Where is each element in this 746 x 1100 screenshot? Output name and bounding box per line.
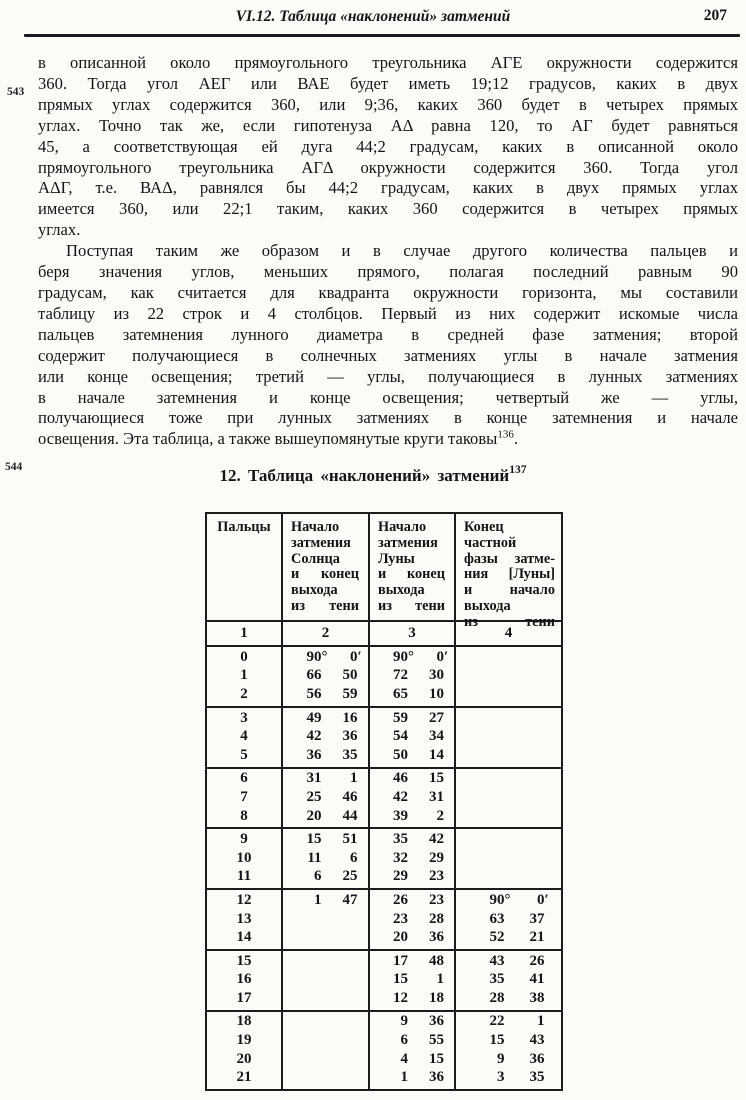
column-header [207,514,281,620]
minutes-value: 36 [429,1069,444,1086]
minutes-value: 27 [429,709,444,726]
degrees-value: 1 [314,891,322,908]
sun-eclipse-angle-cell [283,850,368,867]
sun-eclipse-angle-cell [283,770,368,787]
column-header-line: выхода [378,582,425,599]
footnote-ref: 136 [497,428,514,441]
minutes-value: 41 [529,971,545,988]
degrees-value: 90° [393,648,414,665]
text-line: 45, а соответствующая ей дуга 44;2 градусам, каких в описанной около [38,136,738,156]
minutes-value: 25 [342,868,358,885]
table-row [207,971,561,990]
column-header-line: и конец [378,566,445,583]
degrees-value: 6 [400,1032,408,1049]
degrees-value: 23 [393,910,408,927]
moon-partial-phase-angle-cell [456,911,561,928]
minutes-value: 14 [429,746,444,763]
degrees-value: 11 [307,849,322,866]
column-header-line: фазы затме- [464,550,555,567]
minutes-value: 50 [342,667,358,684]
moon-eclipse-start-angle-cell [370,892,454,909]
minutes-value: 15 [429,770,444,787]
sun-eclipse-angle-cell [283,667,368,684]
running-head-title: VI.12. Таблица «наклонений» затмений [235,8,511,25]
table-row [207,868,561,887]
minutes-value: 21 [529,929,545,946]
moon-eclipse-start-angle-cell [370,686,454,703]
minutes-value: 18 [429,989,444,1006]
column-header [370,514,454,620]
table-row [207,1013,561,1032]
minutes-value: 46 [342,788,358,805]
table-row-group [207,767,561,828]
table-row-group [207,888,561,949]
degrees-value: 29 [393,868,408,885]
table-vertical-rule [368,514,370,1089]
degrees-value: 6 [314,868,322,885]
text-line: Поступая таким же образом и в случае другого количества пальцев и [66,241,738,261]
table-row-group [207,1010,561,1089]
table-row [207,849,561,868]
text-line: пальцев затемнения лунного диаметра в средней фазе затмения; второй [38,324,738,344]
minutes-value: 44 [342,807,358,824]
minutes-value: 23 [429,891,444,908]
column-header-line: из тени [291,597,359,614]
column-header-line: частной [464,534,517,551]
minutes-value: 34 [429,728,444,745]
degrees-value: 66 [306,667,322,684]
digits-cell: 6 [240,770,248,787]
column-header-line: и конец [291,566,359,583]
text-line: прямоугольного треугольника АГΔ окружности содержится 360. Тогда угол [38,157,738,177]
sun-eclipse-angle-cell [283,710,368,727]
moon-eclipse-start-angle-cell [370,850,454,867]
table-header-row [207,514,561,630]
digits-cell: 15 [236,952,252,969]
minutes-value: 0′ [350,648,362,665]
minutes-value: 35 [342,746,358,763]
minutes-value: 1 [350,770,358,787]
degrees-value: 56 [306,685,322,702]
degrees-value: 50 [393,746,408,763]
moon-eclipse-start-angle-cell [370,649,454,666]
text-line: получающиеся тоже при лунных затмениях в конце затемнения и начале [38,408,738,428]
text-line: углах. [38,220,81,240]
degrees-value: 63 [489,910,505,927]
digits-cell: 16 [236,971,252,988]
digits-cell: 18 [236,1013,252,1030]
table-vertical-rule [281,514,283,1089]
column-number: 1 [240,625,248,641]
table-row [207,928,561,947]
text-line: градусам, как считается для квадранта окружности горизонта, мы составили [38,282,738,302]
table-vertical-rule [454,514,456,1089]
digits-cell: 20 [236,1050,252,1067]
moon-eclipse-start-angle-cell [370,953,454,970]
minutes-value: 30 [429,667,444,684]
degrees-value: 31 [306,770,322,787]
text-line: АΔГ, т.е. ВАΔ, равнялся бы 44;2 градусам, каких в двух прямых углах [38,178,738,198]
minutes-value: 37 [529,910,545,927]
digits-cell: 7 [240,788,248,805]
column-header-line: Солнца [291,550,340,567]
sun-eclipse-angle-cell [283,892,368,909]
minutes-value: 47 [342,891,358,908]
degrees-value: 9 [400,1013,408,1030]
degrees-value: 32 [393,849,408,866]
degrees-value: 15 [489,1032,505,1049]
column-number: 3 [408,625,416,641]
degrees-value: 46 [393,770,408,787]
moon-eclipse-start-angle-cell [370,770,454,787]
degrees-value: 42 [393,788,408,805]
text-line: в начале затемнения и конце освещения; четвертый же — углы, [38,387,738,407]
minutes-value: 38 [529,989,545,1006]
degrees-value: 72 [393,667,408,684]
sun-eclipse-angle-cell [283,868,368,885]
text-line: углах. Точно так же, если гипотенуза АΔ равна 120, то АГ будет равняться [38,115,738,135]
column-header-line: и начало [464,582,555,599]
degrees-value: 35 [489,971,505,988]
table-column-number-row [207,622,561,647]
column-number: 2 [321,625,330,641]
minutes-value: 23 [429,868,444,885]
table-row-group [207,949,561,1010]
minutes-value: 36 [342,728,358,745]
column-header-line: ния [Луны] [464,566,555,583]
digits-cell: 17 [236,989,252,1006]
digits-cell: 13 [236,910,252,927]
moon-partial-phase-angle-cell [456,929,561,946]
text-line: содержит получающиеся в солнечных затмениях углы в начале затмения [38,345,738,365]
text-line: 360. Тогда угол АЕГ или ВАЕ будет иметь 19;12 градусов, каких в двух [38,73,738,93]
text-line: в описанной около прямоугольного треугольника АГЕ окружности содержится [38,53,738,72]
sun-eclipse-angle-cell [283,747,368,764]
minutes-value: 0′ [436,648,449,665]
degrees-value: 9 [497,1050,505,1067]
table-row [207,709,561,728]
moon-eclipse-start-angle-cell [370,789,454,806]
moon-eclipse-start-angle-cell [370,929,454,946]
moon-eclipse-start-angle-cell [370,728,454,745]
table-row [207,788,561,807]
column-header-line: выхода [291,582,338,599]
column-header-line: затмения [378,534,438,551]
eclipse-inclination-table [205,512,563,1091]
table-row [207,648,561,667]
moon-eclipse-start-angle-cell [370,1051,454,1068]
table-row [207,910,561,929]
degrees-value: 25 [306,788,322,805]
moon-eclipse-start-angle-cell [370,1013,454,1030]
minutes-value: 2 [436,807,444,824]
text-line: или конце освещения; третий — углы, получающиеся в лунных затмениях [38,366,738,386]
minutes-value: 43 [529,1032,545,1049]
moon-eclipse-start-angle-cell [370,1032,454,1049]
digits-cell: 3 [240,709,248,726]
digits-cell: 12 [236,891,252,908]
digits-cell: 4 [240,728,248,745]
minutes-value: 16 [342,709,358,726]
table-row [207,1050,561,1069]
table-body [207,647,561,1089]
minutes-value: 36 [529,1050,545,1067]
moon-partial-phase-angle-cell [456,1051,561,1068]
minutes-value: 10 [429,685,444,702]
header-rule [24,34,740,37]
table-row [207,1031,561,1050]
text-line: таблицу из 22 строк и 4 столбцов. Первый из них содержит искомые числа [38,303,738,323]
degrees-value: 1 [400,1069,408,1086]
column-header-line: Луны [378,550,415,567]
table-row [207,667,561,686]
degrees-value: 20 [306,807,322,824]
degrees-value: 42 [306,728,322,745]
column-header-line: из тени [378,597,445,614]
degrees-value: 90° [306,648,328,665]
margin-note-544: 544 [5,461,23,473]
paragraph [38,53,738,241]
minutes-value: 36 [429,1013,444,1030]
body-text [38,53,738,450]
digits-cell: 5 [240,746,248,763]
minutes-value: 0′ [537,891,549,908]
moon-partial-phase-angle-cell [456,1013,561,1030]
digits-cell: 14 [236,929,252,946]
sun-eclipse-angle-cell [283,808,368,825]
minutes-value: 59 [342,685,358,702]
moon-eclipse-start-angle-cell [370,911,454,928]
degrees-value: 3 [497,1069,505,1086]
minutes-value: 48 [429,952,444,969]
degrees-value: 65 [393,685,408,702]
moon-eclipse-start-angle-cell [370,831,454,848]
minutes-value: 6 [350,849,358,866]
sun-eclipse-angle-cell [283,728,368,745]
column-header-line: Начало [378,519,427,535]
table-row [207,952,561,971]
degrees-value: 90° [489,891,511,908]
table-row-group [207,706,561,767]
table-row [207,830,561,849]
degrees-value: 35 [393,831,408,848]
moon-eclipse-start-angle-cell [370,667,454,684]
moon-eclipse-start-angle-cell [370,990,454,1007]
degrees-value: 54 [393,728,408,745]
table-row [207,746,561,765]
moon-partial-phase-angle-cell [456,892,561,909]
degrees-value: 59 [393,709,408,726]
digits-cell: 2 [240,685,248,702]
text-line: беря значения углов, меньших прямого, полагая последний равным 90 [38,262,738,282]
minutes-value: 29 [429,849,444,866]
minutes-value: 1 [436,971,444,988]
degrees-value: 15 [393,971,408,988]
degrees-value: 43 [489,952,505,969]
moon-partial-phase-angle-cell [456,1032,561,1049]
moon-partial-phase-angle-cell [456,953,561,970]
minutes-value: 15 [429,1050,444,1067]
table-row [207,989,561,1008]
degrees-value: 52 [489,929,505,946]
moon-partial-phase-angle-cell [456,1069,561,1086]
column-header [283,514,368,620]
degrees-value: 49 [306,709,322,726]
digits-cell: 0 [240,648,248,665]
table-heading-footnote-ref: 137 [509,464,527,477]
degrees-value: 20 [393,929,408,946]
column-header-line: выхода [464,597,511,614]
column-number: 4 [504,625,513,641]
digits-cell: 10 [236,849,252,866]
minutes-value: 1 [537,1013,545,1030]
degrees-value: 12 [393,989,408,1006]
sun-eclipse-angle-cell [283,686,368,703]
minutes-value: 36 [429,929,444,946]
table-row [207,807,561,826]
minutes-value: 26 [529,952,545,969]
table-row [207,685,561,704]
moon-eclipse-start-angle-cell [370,1069,454,1086]
column-header-line: Начало [291,519,340,535]
minutes-value: 35 [529,1069,545,1086]
degrees-value: 4 [400,1050,408,1067]
moon-eclipse-start-angle-cell [370,808,454,825]
page-number: 207 [703,7,727,24]
moon-eclipse-start-angle-cell [370,868,454,885]
margin-note-543: 543 [7,86,25,98]
degrees-value: 17 [393,952,408,969]
table-row [207,1068,561,1087]
text-line: имеется 360, или 22;1 таким, каких 360 содержится в четырех прямых [38,199,738,219]
minutes-value: 51 [342,831,358,848]
text-line: освещения. Эта таблица, а также вышеупомянутые круги таковы$^{136}$. [38,428,518,449]
minutes-value: 31 [429,788,444,805]
table-heading-text: 12. Таблица «наклонений» затмений [219,466,510,485]
minutes-value: 55 [429,1032,444,1049]
degrees-value: 28 [489,989,505,1006]
column-header-line: Пальцы [217,519,271,535]
minutes-value: 28 [429,910,444,927]
degrees-value: 26 [393,891,408,908]
moon-eclipse-start-angle-cell [370,971,454,988]
column-header-line: из тени [464,613,555,630]
column-header-line: Конец [464,519,504,535]
minutes-value: 42 [429,831,444,848]
moon-partial-phase-angle-cell [456,971,561,988]
digits-cell: 19 [236,1032,252,1049]
degrees-value: 22 [489,1013,505,1030]
sun-eclipse-angle-cell [283,649,368,666]
table-row-group [207,647,561,706]
table-heading [0,466,746,486]
moon-partial-phase-angle-cell [456,990,561,1007]
table-row [207,770,561,789]
degrees-value: 39 [393,807,408,824]
digits-cell: 21 [236,1069,252,1086]
degrees-value: 36 [306,746,322,763]
sun-eclipse-angle-cell [283,831,368,848]
text-line: прямых углах содержится 360, или 9;36, каких 360 будет в четырех прямых [38,94,738,114]
table-row-group [207,827,561,888]
column-header [456,514,561,630]
paragraph [38,241,738,450]
digits-cell: 9 [240,831,248,848]
digits-cell: 1 [240,667,248,684]
moon-eclipse-start-angle-cell [370,710,454,727]
digits-cell: 8 [240,807,248,824]
degrees-value: 15 [306,831,322,848]
sun-eclipse-angle-cell [283,789,368,806]
column-header-line: затмения [291,534,351,551]
digits-cell: 11 [236,868,252,885]
table-row [207,727,561,746]
table-row [207,891,561,910]
moon-eclipse-start-angle-cell [370,747,454,764]
